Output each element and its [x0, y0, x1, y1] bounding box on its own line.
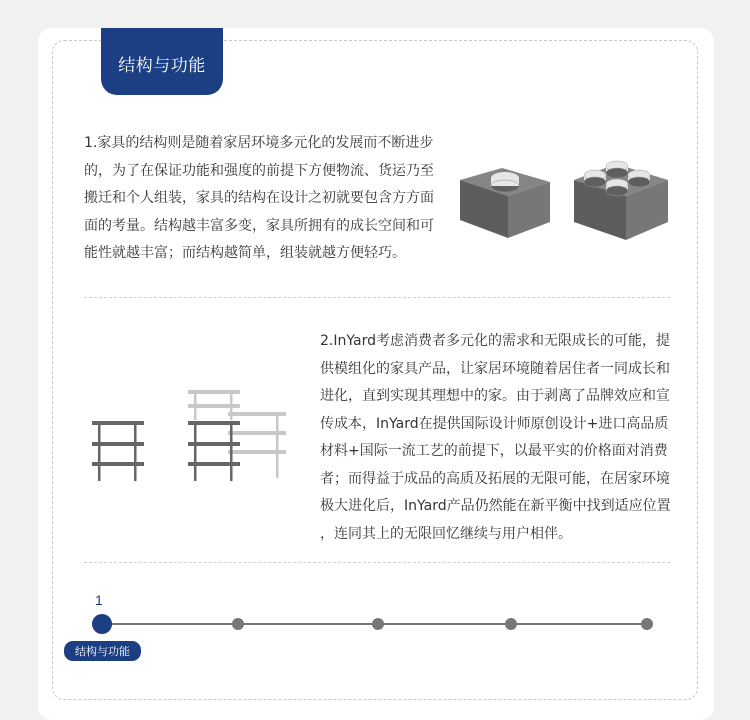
- small-shelf-icon: [92, 421, 144, 481]
- paragraph-line: ，连同其上的无限回忆继续与用户相伴。: [320, 525, 572, 542]
- timeline-step-1[interactable]: [92, 614, 112, 634]
- paragraph-line: 面的考量。结构越丰富多变，家具所拥有的成长空间和可: [84, 217, 434, 234]
- paragraph-line: 2.InYard考虑消费者多元化的需求和无限成长的可能，提: [320, 333, 670, 349]
- paragraph-line: 1.家具的结构则是随着家居环境多元化的发展而不断进步: [84, 135, 434, 151]
- section-title: 结构与功能: [118, 56, 206, 76]
- building-block-icons: [458, 150, 672, 250]
- paragraph-line: 传成本，InYard在提供国际设计师原创设计+进口高品质: [320, 415, 669, 432]
- paragraph-line: 的，为了在保证功能和强度的前提下方便物流、货运乃至: [84, 162, 434, 179]
- block-one-stud-icon: [460, 168, 550, 238]
- timeline-step-5[interactable]: [641, 618, 653, 630]
- block-four-studs-icon: [574, 161, 668, 240]
- paragraph-structure: [84, 130, 434, 268]
- section-divider: [84, 562, 670, 563]
- section-title-tab: [101, 28, 223, 95]
- paragraph-line: 者；而得益于成品的高质及拓展的无限可能，在居家环境: [320, 470, 670, 487]
- timeline-active-label[interactable]: 结构与功能: [64, 641, 141, 661]
- modular-shelf-icons: [88, 384, 288, 484]
- paragraph-line: 搬迁和个人组装，家具的结构在设计之初就要包含方方面: [84, 190, 434, 206]
- paragraph-line: 材料+国际一流工艺的前提下，以最平实的价格面对消费: [320, 443, 668, 459]
- timeline-step-4[interactable]: [505, 618, 517, 630]
- section-divider: [84, 297, 670, 298]
- expanded-shelf-dark-icon: [188, 421, 240, 481]
- timeline-step-2[interactable]: [232, 618, 244, 630]
- timeline-step-3[interactable]: [372, 618, 384, 630]
- paragraph-line: 进化，直到实现其理想中的家。由于剥离了品牌效应和宣: [320, 388, 670, 404]
- paragraph-line: 供模组化的家具产品，让家居环境随着居住者一同成长和: [320, 360, 670, 377]
- paragraph-function: [320, 328, 671, 548]
- timeline-active-number: 1: [95, 592, 103, 608]
- paragraph-line: 能性就越丰富；而结构越简单，组装就越方便轻巧。: [84, 245, 406, 261]
- paragraph-line: 极大进化后，InYard产品仍然能在新平衡中找到适应位置: [320, 498, 671, 514]
